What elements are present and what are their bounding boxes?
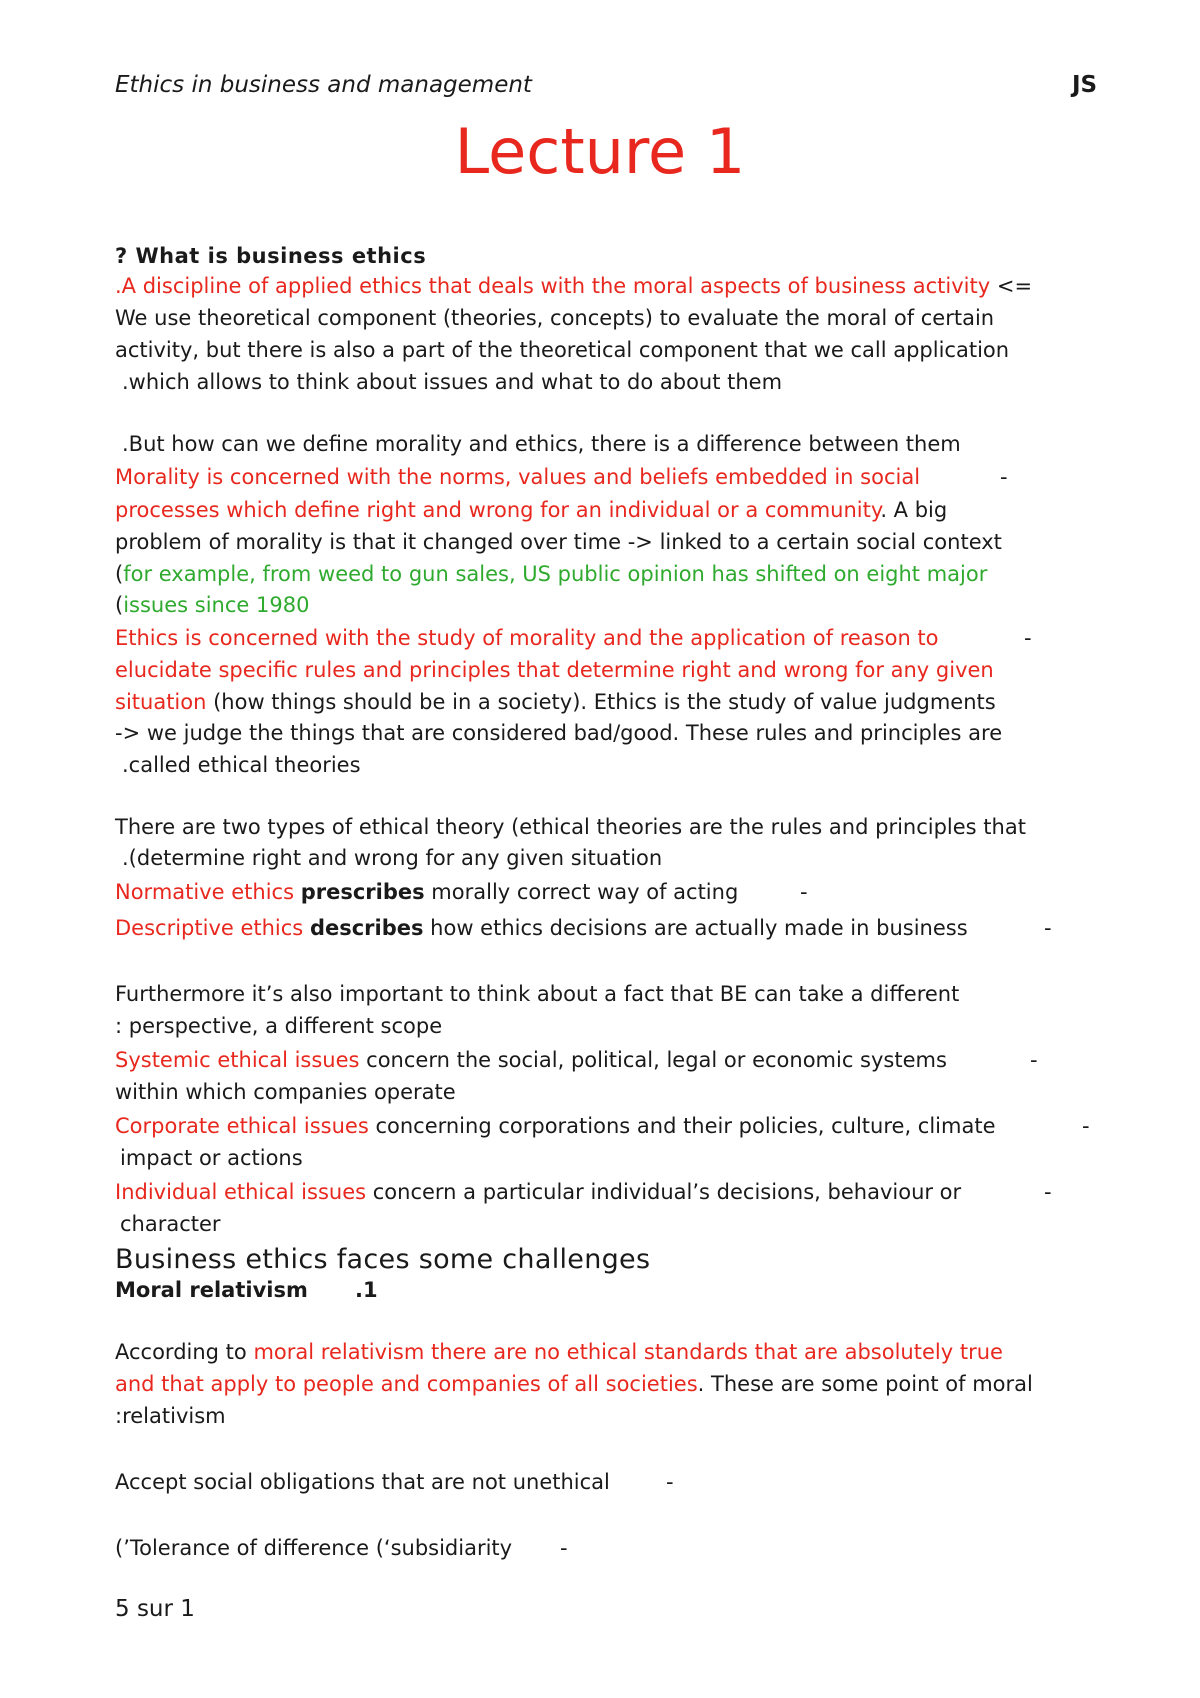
bullet-dash: -: [800, 880, 808, 904]
arrow-text: <=: [996, 274, 1033, 298]
paren-text: (: [115, 562, 124, 586]
paragraph-line: :relativism: [115, 1404, 226, 1428]
paragraph-line: [115, 1370, 1033, 1398]
section-heading: ? What is business ethics: [115, 244, 427, 268]
ethics-definition: Ethics is concerned with the study of morality and the application of reason to: [115, 626, 939, 650]
paragraph-line: .(determine right and wrong for any given situation: [122, 846, 663, 870]
paragraph-line: character: [120, 1212, 221, 1236]
descriptive-ethics-line: [115, 914, 968, 942]
bullet-dash: -: [1044, 916, 1052, 940]
bullet-dash: -: [1082, 1114, 1090, 1138]
bullet-dash: -: [666, 1470, 674, 1494]
ethics-definition: elucidate specific rules and principles that determine right and wrong for any given: [115, 658, 994, 682]
individual-issues-line: [115, 1178, 961, 1206]
subsection-number: .1: [355, 1278, 378, 1302]
paragraph-line: [115, 496, 947, 524]
author-initials: JS: [1072, 72, 1098, 98]
example-text: issues since 1980: [123, 593, 310, 617]
bullet-dash: -: [1024, 626, 1032, 650]
paragraph-text: how ethics decisions are actually made in business: [423, 916, 968, 940]
term-text: Normative ethics: [115, 880, 301, 904]
paragraph-text: concern a particular individual’s decisions, behaviour or: [366, 1180, 962, 1204]
normative-ethics-line: [115, 878, 738, 906]
paragraph-line: -> we judge the things that are considered bad/good. These rules and principles are: [115, 721, 1003, 745]
paragraph-text: concern the social, political, legal or economic systems: [359, 1048, 947, 1072]
page-title: Lecture 1: [454, 115, 746, 188]
page-number: 5 sur 1: [115, 1596, 195, 1622]
paragraph-text: . These are some point of moral: [697, 1372, 1033, 1396]
systemic-issues-line: [115, 1046, 947, 1074]
paragraph-line: activity, but there is also a part of the theoretical component that we call application: [115, 338, 1010, 362]
morality-definition: processes which define right and wrong for an individual or a community: [115, 498, 881, 522]
highlight-text: moral relativism there are no ethical standards that are absolutely true: [253, 1340, 1003, 1364]
paragraph-text: morally correct way of acting: [424, 880, 739, 904]
paragraph-line: We use theoretical component (theories, concepts) to evaluate the moral of certain: [115, 306, 995, 330]
example-line: [115, 560, 987, 588]
paragraph-line: Furthermore it’s also important to think about a fact that BE can take a different: [115, 982, 960, 1006]
paragraph-line: impact or actions: [120, 1146, 303, 1170]
paragraph-line: [115, 1338, 1003, 1366]
section-heading: Business ethics faces some challenges: [115, 1244, 651, 1275]
bullet-dash: -: [560, 1536, 568, 1560]
point-line: Accept social obligations that are not unethical: [115, 1470, 610, 1494]
paragraph-text: concerning corporations and their policies, culture, climate: [368, 1114, 996, 1138]
example-line: [115, 591, 309, 619]
term-text: Descriptive ethics: [115, 916, 310, 940]
paragraph-text: According to: [115, 1340, 254, 1364]
keyword-text: describes: [309, 916, 424, 940]
paragraph-line: within which companies operate: [115, 1080, 456, 1104]
paragraph-text: (how things should be in a society). Ethics is the study of value judgments: [206, 690, 996, 714]
paren-text: (: [115, 593, 124, 617]
keyword-text: prescribes: [300, 880, 425, 904]
paragraph-line: .called ethical theories: [122, 753, 361, 777]
course-title: Ethics in business and management: [115, 72, 532, 98]
definition-line: [115, 272, 1032, 300]
subsection-heading: Moral relativism: [115, 1278, 308, 1302]
ethics-definition: situation: [115, 690, 207, 714]
paragraph-line: There are two types of ethical theory (ethical theories are the rules and principles that: [115, 815, 1026, 839]
term-text: Systemic ethical issues: [115, 1048, 360, 1072]
morality-definition: Morality is concerned with the norms, values and beliefs embedded in social: [115, 465, 921, 489]
bullet-dash: -: [1044, 1180, 1052, 1204]
paragraph-line: [115, 688, 996, 716]
paragraph-text: . A big: [880, 498, 948, 522]
paragraph-line: : perspective, a different scope: [115, 1014, 443, 1038]
term-text: Corporate ethical issues: [115, 1114, 369, 1138]
definition-text: .A discipline of applied ethics that deals with the moral aspects of business activity: [115, 274, 991, 298]
point-line: (’Tolerance of difference (‘subsidiarity: [115, 1536, 513, 1560]
corporate-issues-line: [115, 1112, 995, 1140]
paragraph-line: problem of morality is that it changed over time -> linked to a certain social context: [115, 530, 1002, 554]
bullet-dash: -: [1030, 1048, 1038, 1072]
paragraph-line: .which allows to think about issues and what to do about them: [122, 370, 783, 394]
term-text: Individual ethical issues: [115, 1180, 367, 1204]
highlight-text: and that apply to people and companies of all societies: [115, 1372, 698, 1396]
example-text: for example, from weed to gun sales, US public opinion has shifted on eight major: [123, 562, 988, 586]
bullet-dash: -: [1000, 465, 1008, 489]
paragraph-line: .But how can we define morality and ethics, there is a difference between them: [122, 432, 961, 456]
